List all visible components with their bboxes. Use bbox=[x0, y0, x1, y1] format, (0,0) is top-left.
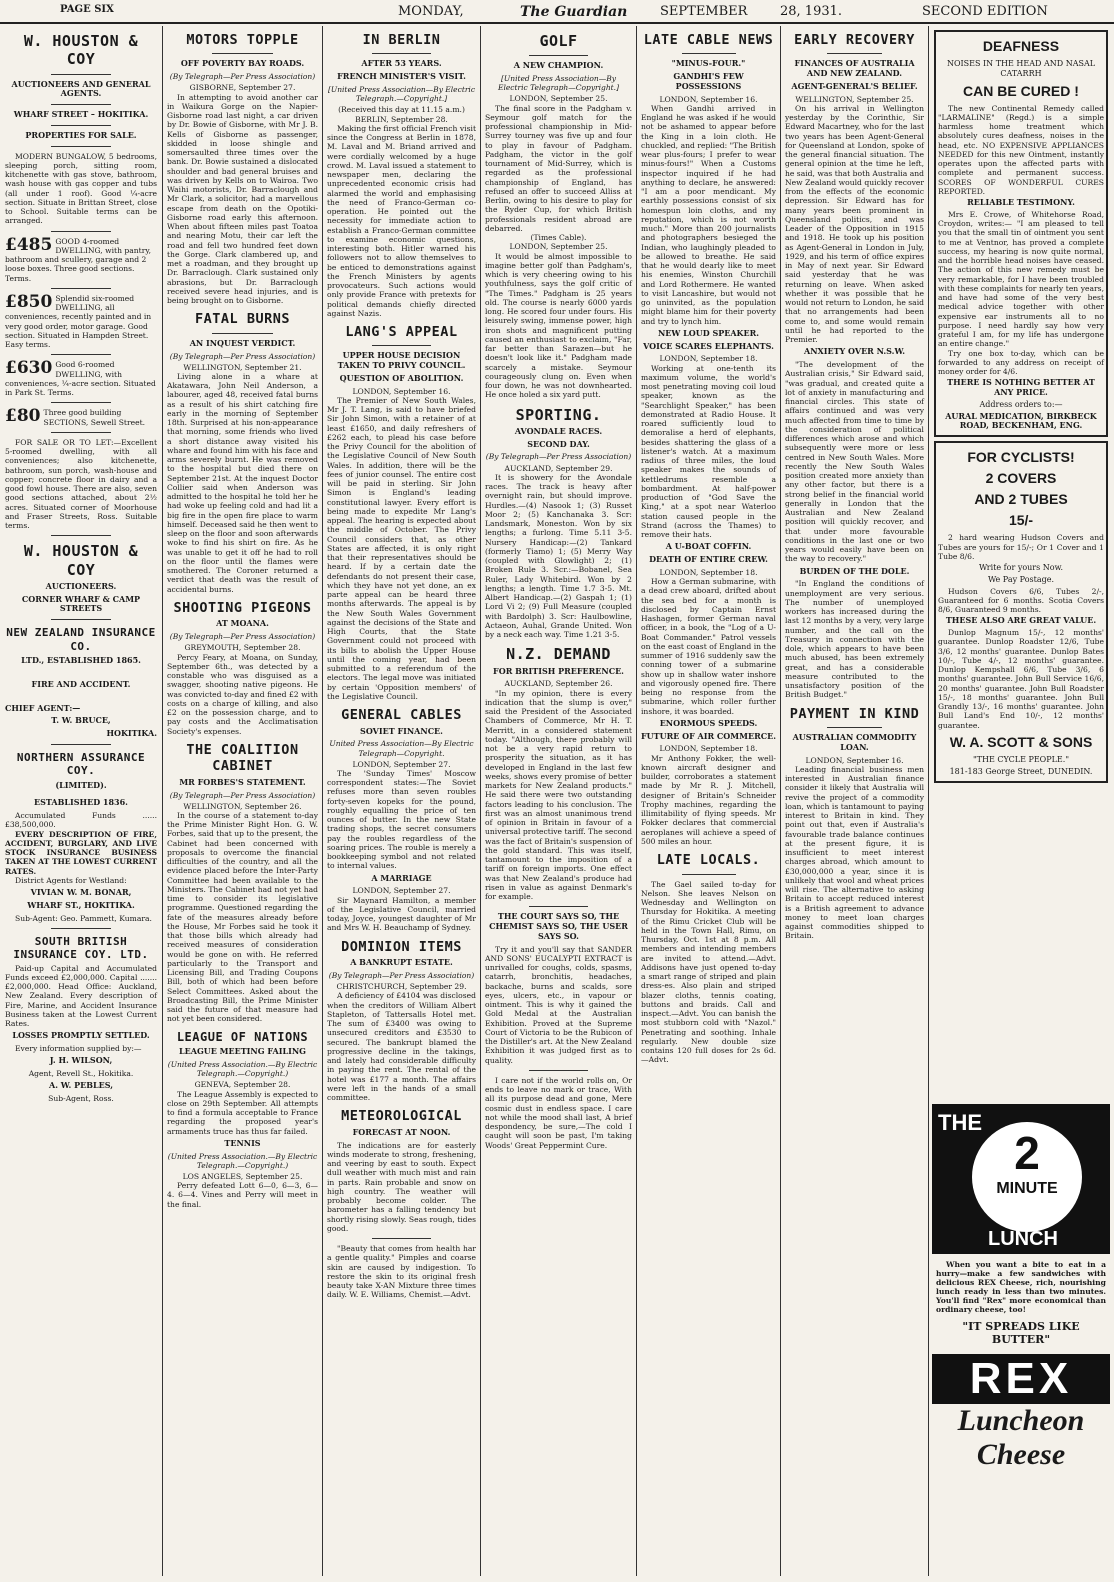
article-body: The final score in the Padgham v. Seymour golf match for the professional championship in Mid-Surrey tourney was five up and four to play in favour of Padgham. Padgham, the victor in the golf tournament of Mid-Surrey, which is regarded as the professional championship of England, has refused an offer to succeed Alliss at Berlin, owing to his desire to play for the Ryder Cup, for which British professionals resident abroad are debarred. bbox=[485, 103, 632, 233]
article-headline: TENNIS bbox=[224, 1137, 261, 1148]
article-headline: N.Z. DEMAND bbox=[506, 645, 611, 664]
article-body: Working at one-tenth its maximum volume, the world's most penetrating moving coil loud speaker, known as the "Searchlight Speaker," has been demonstrated at Radio House. It roared sufficiently loud to demoralise a herd of elephants, besides shattering the glass of a listener's watch. At a maximum radius of three miles, the loud speaker makes the sounds of kettledrums resemble a bombardment. At half-power production of "God Save the King," at a spot near Waterloo station caused people in the Strand (across the Thames) to remove their hats. bbox=[641, 363, 776, 540]
property-ad: £850 Splendid six-roomed DWELLING, all conveniences, recently painted and in very good order, motor garage. Good section. Situated in Hampden Street. Easy terms. bbox=[5, 291, 152, 350]
article-body: "The development of the Australian crisis," Sir Edward said, "was gradual, and created quite a lot of anxiety in manufacturing and financial circles. This state of affairs continued and was very much affected from time to time by the consideration of political differences which arose and which subsequently were more or less centred in New South Wales. More recently the New South Wales position created more anxiety than any other factor, but there is a strong belief in the financial world generally in London that the Australian and New Zealand position will quickly recover, and that under more favourable conditions in the last one or two years would easily have been on the way to recovery." bbox=[785, 360, 924, 564]
column-rule bbox=[162, 26, 163, 1576]
property-price: £850 bbox=[5, 291, 53, 312]
for-sale-heading: PROPERTIES FOR SALE. bbox=[25, 129, 137, 140]
insurance-name: NORTHERN ASSURANCE COY. bbox=[16, 750, 146, 778]
firm-name: W. HOUSTON & COY bbox=[23, 542, 139, 579]
article-body: In the course of a statement to-day the Prime Minister Right Hon. G. W. Forbes, said that up to the present, the Cabinet had been concerned with proposals to overcome the financial difficulties of the country, and all the evidence placed before the Inter-Party Committee had been available to the Ministers. The Cabinet had not yet had time to consider its legislative programme. Questioned regarding the fate of the measures already before the House, Mr Forbes said he took it that those bills which already had received measures of consideration would be gone on with. He referred particularly to the Transport and Licensing Bill, and Trading Coupons Bill, both of which had been before Select Committees. Asked about the Broadcasting Bill, the Prime Minister said the future of that measure had not yet been considered. bbox=[167, 810, 318, 1024]
article-headline: LATE LOCALS. bbox=[656, 852, 761, 869]
article-headline: PAYMENT IN KIND bbox=[789, 705, 920, 722]
property-ad: £485 GOOD 4-roomed DWELLING, with pantry, bathroom and scullery, garage and 2 loose boxes. Three good sections. Terms. bbox=[5, 234, 152, 283]
advertisement: "Beauty that comes from health har a gentle quality." Pimples and coarse skin are caused by indigestion. To restore the skin to its original fresh beauty take X-AN Mixture three times daily. W. E. Williams, Chemist.—Advt. bbox=[327, 1244, 476, 1300]
article-body: It is showery for the Avondale races. The track is heavy after overnight rain, but should improve. Hurdles.—(4) Nasook 1; (3) Russet Moor 2; (5) Kanchanaka 3. Scr: Landsmark, Moneston. Won by six lengths; a furlong. Time 5.11 3-5. Nursery Handicap:—(2) Tankard (formerly Tiamo) 1; (5) Merry Way (coupled with Glowlight) 2; (1) Broken Rule 3. Scr.:—Bobanel, Sea Ruler, Lady Whitebird. Won by 2 lengths; a length. Time 1.7 3-5. Mt. Albert Handicap.—(2) Gaspah 1; (1) Lord Vi 2; (9) Full Measure (coupled with Bardolph) 3. Scr: Haulbowline, Actaeon, Auhal, Grande United. Won by a neck each way. Time 1.21 3-5. bbox=[485, 472, 632, 640]
rex-logo: REX bbox=[932, 1354, 1110, 1404]
article-headline: LANG'S APPEAL bbox=[345, 324, 458, 340]
article-headline: EARLY RECOVERY bbox=[794, 32, 915, 48]
column-news-2: MOTORS TOPPLE OFF POVERTY BAY ROADS. (By Telegraph—Per Press Association) GISBORNE, September 27. In attempting to avoid another car in Waikura Gorge on the Napier-Gisborne road last night, a car driven by Dr. Bowie of Gisborne, with Mr J. B. Kells of Gisborne as passenger, skidded in loose shingle and somersaulted three times over the bank. Dr. Bowie sustained a dislocated shoulder and bad general bruises and was driven by Kells on to Wairoa. Two Waihi motorists, Dr. Barraclough and Mr Clark, a solicitor, had a marvellous escape from death on the Opotiki-Gisborne road early this afternoon. When about fifteen miles past Toatoa and nearing Motu, their car left the road and fell two hundred feet down the Gorge. Clark clambered up, and met a roadman, and they brought up Dr. Barraclough. Clark sustained only abrasions, but Dr. Barraclough received severe head injuries, and is being brought on to Gisborne. FATAL BURNS AN INQUEST VERDICT. (By Telegraph—Per Press Association) WELLINGTON, September 21. Living alone in a whare at Akatawara, John Neil Anderson, a labourer, aged 48, received fatal burns as a result of his shirt catching fire early in the morning of September 18th. Surprised at his non-appearance that morning, some friends who lived a short distance away visited his whare and found him with his face and arms severely burnt. He was removed to the hospital but died there on September 21st. At the inquest Doctor Collier said when Anderson was admitted to the hospital he told her he had woke up feeling cold and had lit a big fire in the open fire place to warm himself. Deceased said he then went to sleep on the floor and soon afterwards woke to find his shirt on fire. As he was unable to get it off he had to roll on the floor until the flames were smothered. The Coroner returned a verdict that death was the result of accidental burns. SHOOTING PIGEONS AT MOANA. (By Telegraph—Per Press Association) GREYMOUTH, September 28. Percy Feary, at Moana, on Sunday, September 6th., was detected by a constable who was disguised as a swagger, shooting native pigeons. He was convicted to-day and fined £2 with costs on a charge of killing, and also £2 on the possession charge, and to pay costs and the Acclimatisation Society's expenses. THE COALITION CABINET MR FORBES'S STATEMENT. (By Telegraph—Per Press Association) WELLINGTON, September 26. In the course of a statement to-day the Prime Minister Right Hon. G. W. Forbes, said that up to the present, the Cabinet had been concerned with proposals to overcome the financial difficulties of the country, and all the evidence placed before the Inter-Party Committee had been available to the Ministers. The Cabinet had not yet had time to consider its legislative programme. Questioned regarding the fate of the measures already before the House, Mr Forbes said he took it that those bills which already had received measures of consideration would be gone on with. He referred particularly to the Transport and Licensing Bill, and Trading Coupons Bill, both of which had been before Select Committees. Asked about the Broadcasting Bill, the Prime Minister said the future of that measure had not yet been considered. LEAGUE OF NATIONS LEAGUE MEETING FAILING (United Press Association.—By Electric Telegraph.—Copyright.) GENEVA, September 28. The League Assembly is expected to close on 29th September. All attempts to find a formula acceptable to France regarding the proposed year's armaments truce has thus far failed. TENNIS (United Press Association.—By Electric Telegraph.—Copyright.) LOS ANGELES, September 25. Perry defeated Lott 6—0, 6—3, 6—4. 6—4. Vines and Perry will meet in the final. bbox=[167, 32, 318, 1209]
article-body: The 'Sunday Times' Moscow correspondent states:—The Soviet refuses more than seven roubles forty-seven kopeks for the pound, roughly equalling the price of ten ounces of butter. In the new State trading shops, the secret consumers pay the roubles regardless of the soaring prices. The rouble is merely a bookkeeping symbol and not related to internal values. bbox=[327, 768, 476, 871]
article-body: When Gandhi arrived in England he was asked if he would not be ashamed to appear before the King in a loin cloth. He chuckled, and replied: "The British wear plus-fours; I prefer to wear minus-fours!" When a Customs inspector inquired if he had anything to declare, he answered: "I am a poor mendicant. My earthly possessions consist of six homespun loin cloths, and my reputation, which is not worth much." More than 200 journalists and photographers besieged the Indian, who laughingly pleaded to be allowed to breathe. He said that he would dearly like to meet his enemies, Winston Churchill and Lord Rothermere. He wanted to visit Lancashire, but would not go uninvited, as the population might blame him for their poverty and try to lynch him. bbox=[641, 103, 776, 326]
column-rule bbox=[636, 26, 637, 1576]
property-price: £485 bbox=[5, 234, 53, 255]
day: MONDAY, bbox=[398, 4, 464, 19]
column-news-3: IN BERLIN AFTER 53 YEARS. FRENCH MINISTER'S VISIT. [United Press Association—By Electric Telegraph.—Copyright.] (Received this day at 11.15 a.m.) BERLIN, September 28. Making the first official French visit since the Congress at Berlin in 1878, M. Laval and M. Briand arrived and were cordially welcomed by a huge crowd. M. Laval issued a statement to newspaper men, declaring the unprecedented economic crisis had alarmed the world and emphasising the need of Franco-German co-operation. He pointed out the necessity for immediate action to establish a Franco-German committee to examine economic questions, interesting both. Hitler warned his followers not to allow themselves to be enticed to demonstrations against the French Ministers by agents provocateurs. Such actions would only provide France with pretexts for political demands chiefly directed against Nazis. LANG'S APPEAL UPPER HOUSE DECISION TAKEN TO PRIVY COUNCIL. QUESTION OF ABOLITION. LONDON, September 16. The Premier of New South Wales, Mr J. T. Lang, is said to have briefed Sir John Simon, with a retainer of at least £1650, and daily refreshers of £262 each, to plead his case before the Privy Council for the abolition of the Legislative Council of New South Wales. In addition, there will be the fees of junior counsel. The entire cost will be paid in sterling. Sir John Simon is England's leading constitutional lawyer. Every effort is being made to expedite Mr Lang's appeal. The hearing is expected about the middle of October. The Privy Council considers that, as other States are affected, it is only right that their representatives should be heard. If by a certain date the defendants do not present their case, which they have not yet done, an ex parte appeal can be heard three months afterwards. The appeal is by the New South Wales Government against the decisions of the State and High Courts, that the State Government could not proceed with its bills to abolish the Upper House until the coming year, had been submitted to a referendum of the electors. The legal move was initiated by certain 'Opposition members' of the Legislative Council. GENERAL CABLES SOVIET FINANCE. United Press Association—By Electric Telegraph—Copyright. LONDON, September 27. The 'Sunday Times' Moscow correspondent states:—The Soviet refuses more than seven roubles forty-seven kopeks for the pound, roughly equalling the price of ten ounces of butter. In the new State trading shops, the secret consumers pay the roubles regardless of the soaring prices. The rouble is merely a bookkeeping symbol and not related to internal values. A MARRIAGE LONDON, September 27. Sir Maynard Hamilton, a member of the Legislative Council, married today, Joyce, youngest daughter of Mr and Mrs W. H. Beauchamp of Sydney. DOMINION ITEMS A BANKRUPT ESTATE. (By Telegraph—Per Press Association) CHRISTCHURCH, September 29. A deficiency of £4104 was disclosed when the creditors of William Albert Stapleton, of Tattersalls Hotel met. The sum of £3400 was owing to unsecured creditors and £3530 to secured. The bankrupt blamed the progressive decline in the takings, and lately had considerable difficulty in paying the rent. The rental of the hotel was £177 a month. The affairs were left in the hands of a small committee. METEOROLOGICAL FORECAST AT NOON. The indications are for easterly winds moderate to strong, freshening, and veering by east to south. Expect dull weather with much mist and rain in parts. Rain probable and snow on high country. The weather will probably become colder. The barometer has a falling tendency but shortly rising slowly. Seas rough, tides good. "Beauty that comes from health har a gentle quality." Pimples and coarse skin are caused by indigestion. To restore the skin to its original fresh beauty take X-AN Mixture three times daily. W. E. Williams, Chemist.—Advt. bbox=[327, 32, 476, 1300]
advertisement-heading: THE COURT SAYS SO, THE CHEMIST SAYS SO, THE USER SAYS SO. bbox=[489, 911, 628, 941]
article-headline: LEAGUE OF NATIONS bbox=[176, 1029, 309, 1044]
clock-icon: 2 MINUTE bbox=[972, 1122, 1082, 1232]
article-body: How a German submarine, with a dead crew aboard, drifted about the sea bed for a month is disclosed by Captain Ernst Hashagen, former German naval officer, in a book, the "Log of a U-Boat Commander." Patrol vessels on the east coast of England in the summer of 1916 suddenly saw the conning tower of a submarine show up in shallow water inshore and vigorously opened fire. There being no response from the submarine, which roller further inshore, it was boarded. bbox=[641, 577, 776, 716]
article-headline: THE COALITION CABINET bbox=[186, 741, 299, 775]
column-classifieds: W. HOUSTON & COY AUCTIONEERS AND GENERAL AGENTS. WHARF STREET – HOKITIKA. PROPERTIES FOR SALE. MODERN BUNGALOW, 5 bedrooms, sleeping porch, sitting room, kitchenette with gas stove, bathroom, wash house with gas copper and tubs (all under 1 roof). Good ¼-acre section. Situate in Brittan Street, close to School. Suitable terms can be arranged. £485 GOOD 4-roomed DWELLING, with pantry, bathroom and scullery, garage and 2 loose boxes. Three good sections. Terms. £850 Splendid six-roomed DWELLING, all conveniences, recently painted and in very good order, motor garage. Good section. Situated in Hampden Street. Easy terms. £630 Good 6-roomed DWELLING, with conveniences, ¼-acre section. Situated in Park St. Terms. £80 Three good building SECTIONS, Sewell Street. FOR SALE OR TO LET:—Excellent 5-roomed dwelling, with all conveniences; also kitchenette, bathroom, sun porch, wash-house and copper; concrete floor in dairy and a good fowl house. There are also, seven good sections attached, about 2½ acres. Situated corner of Moorhouse and Fraser Streets, Ross. Suitable terms. W. HOUSTON & COY AUCTIONEERS. CORNER WHARF & CAMP STREETS NEW ZEALAND INSURANCE CO. LTD., ESTABLISHED 1865. FIRE AND ACCIDENT. CHIEF AGENT:— T. W. BRUCE, HOKITIKA. NORTHERN ASSURANCE COY. (LIMITED). ESTABLISHED 1836. Accumulated Funds ...... £38,500,000. EVERY DESCRIPTION OF FIRE, ACCIDENT, BURGLARY, AND LIVE STOCK INSURANCE BUSINESS TAKEN AT THE LOWEST CURRENT RATES. District Agents for Westland: VIVIAN W. M. BONAR, WHARF ST., HOKITIKA. Sub-Agent: Geo. Pammett, Kumara. SOUTH BRITISH INSURANCE COY. LTD. Paid-up Capital and Accumulated Funds exceed £2,000,000. Capital ....... £2,000,000. Head Office: Auckland, New Zealand. Every description of Fire, Marine, and Accident Insurance Business taken at the Lowest Current Rates. LOSSES PROMPTLY SETTLED. Every information supplied by:— J. H. WILSON, Agent, Revell St., Hokitika. A. W. PEBLES, Sub-Agent, Ross. bbox=[5, 32, 157, 1104]
article-body: Leading financial business men interested in Australian finance consider it likely that Australia will revive the project of a commodity loan, which is tantamount to paying interest to Britain in kind. They point out that, even if Australia's favourable trade balance continues at the present figure, it is insufficient to meet interest charges abroad, which amount to £30,000,000 a year, since it is unlikely that wool and wheat prices will rise. The alternative to asking Britain to accept reduced interest is a British agreement to advance money to meet loan charges against commodities shipped to Britain. bbox=[785, 764, 924, 941]
article-headline: SHOOTING PIGEONS bbox=[173, 599, 312, 616]
article-body: "In England the conditions of unemployment are very serious. The number of unemployed workers has increased during the last 12 months by a very, very large number, and the call on the Treasury in connection with the dole, which appears to have been much abused, has been extremely great, and has a considerable measure contributed to the unsatisfactory position of the British Budget." bbox=[785, 579, 924, 700]
article-body: The Gael sailed to-day for Nelson. She leaves Nelson on Wednesday and Wellington on Thursday for Hokitika. A meeting of the Rimu Cricket Club will be held in the Town Hall, Rimu, on Thursday, Oct. 1st at 8 p.m. All members and intending members are invited to attend.—Advt. Addisons have just opened to-day a smart range of striped and plain dress-es. Also plain and striped blazer cloths, tennis coating, buttons and braids. Call and inspect.—Advt. You can banish the most stubborn cold with "Nazol." Penetrating and soothing. Inhale regularly. New double size contains 120 full doses for 2s 6d.—Advt. bbox=[641, 879, 776, 1065]
insurance-name: NEW ZEALAND INSURANCE CO. bbox=[6, 626, 156, 653]
property-ad: FOR SALE OR TO LET:—Excellent 5-roomed dwelling, with all conveniences; also kitchenette, bathroom, sun porch, wash-house and copper; concrete floor in dairy and a good fowl house. There are also, seven good sections attached, about 2½ acres. Situated corner of Moorhouse and Fraser Streets, Ross. Suitable terms. bbox=[5, 437, 157, 531]
advertisement: I care not if the world rolls on, Or ends to leave no mark or trace, With all its purpose dead and gone, Mere cosmic dust in endless space. I care not while the mood shall last, A brief despondency, be sure,—The cold I caught will soon be past, I'm taking Woods' Great Peppermint Cure. bbox=[485, 1075, 632, 1150]
insurance-name: SOUTH BRITISH INSURANCE COY. LTD. bbox=[13, 934, 149, 962]
article-body: In attempting to avoid another car in Waikura Gorge on the Napier-Gisborne road last night, a car driven by Dr. Bowie of Gisborne, with Mr J. B. Kells of Gisborne as passenger, skidded in loose shingle and somersaulted three times over the bank. Dr. Bowie sustained a dislocated shoulder and bad general bruises and was driven by Kells on to Wairoa. Two Waihi motorists, Dr. Barraclough and Mr Clark, a solicitor, had a marvellous escape from death on the Opotiki-Gisborne road early this afternoon. When about fifteen miles past Toatoa and nearing Motu, their car left the road and fell two hundred feet down the Gorge. Clark clambered up, and met a roadman, and they brought up Dr. Barraclough. Clark sustained only abrasions, but Dr. Barraclough received severe head injuries, and is being brought on to Gisborne. bbox=[167, 92, 318, 306]
article-body: Percy Feary, at Moana, on Sunday, September 6th., was detected by a constable who was disguised as a swagger, shooting native pigeons. He was convicted to-day and fined £2 with costs on a charge of killing, and also £2 on the possession charge, and to pay costs and the Acclimatisation Society's expenses. bbox=[167, 652, 318, 736]
firm-role: AUCTIONEERS AND GENERAL AGENTS. bbox=[11, 78, 151, 99]
column-news-5: LATE CABLE NEWS "MINUS-FOUR." GANDHI'S FEW POSSESSIONS LONDON, September 16. When Gandhi arrived in England he was asked if he would not be ashamed to appear before the King in a loin cloth. He chuckled, and replied: "The British wear plus-fours; I prefer to wear minus-fours!" When a Customs inspector inquired if he had anything to declare, he answered: "I am a poor mendicant. My earthly possessions consist of six homespun loin cloths, and my reputation, which is not worth much." More than 200 journalists and photographers besieged the Indian, who laughingly pleaded to be allowed to breathe. He said that he would dearly like to meet his enemies, Winston Churchill and Lord Rothermere. He wanted to visit Lancashire, but would not go uninvited, as the population might blame him for their poverty and try to lynch him. NEW LOUD SPEAKER. VOICE SCARES ELEPHANTS. LONDON, September 18. Working at one-tenth its maximum volume, the world's most penetrating moving coil loud speaker, known as the "Searchlight Speaker," has been demonstrated at Radio House. It roared sufficiently loud to demoralise a herd of elephants, besides shattering the glass of a listener's watch. At a maximum radius of three miles, the loud speaker makes the sounds of kettledrums resemble a bombardment. At half-power production of "God Save the King," at a spot near Waterloo station caused people in the Strand (across the Thames) to remove their hats. A U-BOAT COFFIN. DEATH OF ENTIRE CREW. LONDON, September 18. How a German submarine, with a dead crew aboard, drifted about the sea bed for a month is disclosed by Captain Ernst Hashagen, former German naval officer, in a book, the "Log of a U-Boat Commander." Patrol vessels on the east coast of England in the summer of 1916 suddenly saw the conning tower of a submarine show up in shallow water inshore and vigorously opened fire. There being no response from the submarine, which roller further inshore, it was boarded. ENORMOUS SPEEDS. FUTURE OF AIR COMMERCE. LONDON, September 18. Mr Anthony Fokker, the well-known aircraft designer and builder, corroborates a statement made by Mr R. J. Mitchell, designer of Britain's Schneider Trophy machines, regarding the illimitability of flying speeds. Mr Fokker declares that commercial aeroplanes will achieve a speed of 500 miles an hour. LATE LOCALS. The Gael sailed to-day for Nelson. She leaves Nelson on Wednesday and Wellington on Thursday for Hokitika. A meeting of the Rimu Cricket Club will be held in the Town Hall, Rimu, on Thursday, Oct. 1st at 8 p.m. All members and intending members are invited to attend.—Advt. Addisons have just opened to-day a smart range of striped and plain dress-es. Also plain and striped blazer cloths, tennis coating, buttons and braids. Call and inspect.—Advt. You can banish the most stubborn cold with "Nazol." Penetrating and soothing. Inhale regularly. New double size contains 120 full doses for 2s 6d.—Advt. bbox=[641, 32, 776, 1065]
column-news-6: EARLY RECOVERY FINANCES OF AUSTRALIA AND NEW ZEALAND. AGENT-GENERAL'S BELIEF. WELLINGTON, September 25. On his arrival in Wellington yesterday by the Corinthic, Sir Edward Macartney, who for the last two years has been Agent-General for Queensland at London, spoke of the general financial situation. The general opinion at the time he left, he said, was that both Australia and New Zealand would quickly recover from the effects of the economic depression. Sir Edward has for many years been prominent in Queensland politics, and was Leader of the Opposition in 1915 and 1918. He took up his position as Agent-General in London in July, 1929, and his term of office expires in May of next year. Sir Edward said yesterday that he was returning on leave. When asked whether it was possible that he would not return to London, he said that no arrangements had been come to, and some would remain until he had reported to the Premier. ANXIETY OVER N.S.W. "The development of the Australian crisis," Sir Edward said, "was gradual, and created quite a lot of anxiety in manufacturing and financial circles. This state of affairs continued and was very much affected from time to time by the consideration of political differences which arose and which subsequently were more or less centred in New South Wales. More recently the New South Wales position created more anxiety than any other factor, but there is a strong belief in the financial world generally in London that the Australian and New Zealand position will quickly recover, and that under more favourable conditions in the last one or two years would easily have been on the way to recovery." BURDEN OF THE DOLE. "In England the conditions of unemployment are very serious. The number of unemployed workers has increased during the last 12 months by a very, very large number, and the call on the Treasury in connection with the dole, which appears to have been much abused, has been extremely great, and has a considerable measure contributed to the unsatisfactory position of the British Budget." PAYMENT IN KIND AUSTRALIAN COMMODITY LOAN. LONDON, September 16. Leading financial business men interested in Australian finance consider it likely that Australia will revive the project of a commodity loan, which is tantamount to paying interest to Britain in kind. They point out that, even if Australia's favourable trade balance continues at the present figure, it is insufficient to meet interest charges abroad, which amount to £30,000,000 a year, since it is unlikely that wool and wheat prices will rise. The alternative to asking Britain to accept reduced interest is a British agreement to advance money to meet loan charges against commodities shipped to Britain. bbox=[785, 32, 924, 941]
article-body: Making the first official French visit since the Congress at Berlin in 1878, M. Laval and M. Briand arrived and were cordially welcomed by a huge crowd. M. Laval issued a statement to newspaper men, declaring the unprecedented economic crisis had alarmed the world and emphasising the need of Franco-German co-operation. He pointed out the necessity for immediate action to establish a Franco-German committee to examine economic questions, interesting both. Hitler warned his followers not to allow themselves to be enticed to demonstrations against the French Ministers by agents provocateurs. Such actions would only provide France with pretexts for political demands chiefly directed against Nazis. bbox=[327, 123, 476, 318]
edition: SECOND EDITION bbox=[922, 4, 1048, 19]
article-body: "In my opinion, there is every indication that the slump is over," said the President of the Associated Chambers of Commerce, Mr H. T. Merritt, in a considered statement today. "Although, there probably will not be a very rapid return to prosperity the situation, as it has developed in England in the last few weeks, shows every promise of better markets for New Zealand products." He said there were two outstanding factors leading to his conclusion. The first was an almost unanimous trend of opinion in Britain in favour of a universal protective tariff. The second was the fact of Britain's suspension of the gold standard. This was itself, tantamount to the imposition of a tariff on foreign imports. One effect was that New Zealand's produce had risen in value as against Denmark's for example. bbox=[485, 688, 632, 902]
article-body: Perry defeated Lott 6—0, 6—3, 6—4. 6—4. Vines and Perry will meet in the final. bbox=[167, 1181, 318, 1209]
article-headline: GENERAL CABLES bbox=[341, 707, 462, 724]
month: SEPTEMBER bbox=[660, 4, 748, 19]
article-body: Mr Anthony Fokker, the well-known aircraft designer and builder, corroborates a statement made by Mr R. J. Mitchell, designer of Britain's Schneider Trophy machines, regarding the illimitability of flying speeds. Mr Fokker declares that commercial aeroplanes will achieve a speed of 500 miles an hour. bbox=[641, 753, 776, 846]
property-price: £80 bbox=[5, 406, 41, 427]
property-ad: £630 Good 6-roomed DWELLING, with conveniences, ¼-acre section. Situated in Park St. Terms. bbox=[5, 358, 156, 398]
article-headline: GOLF bbox=[539, 32, 578, 50]
property-price: £630 bbox=[5, 358, 53, 379]
paper-title: The Guardian bbox=[520, 4, 628, 20]
article-headline: DOMINION ITEMS bbox=[341, 938, 462, 955]
column-rule bbox=[928, 26, 929, 1576]
two-minute-lunch-banner: THE 2 MINUTE LUNCH bbox=[932, 1104, 1110, 1254]
article-body: The League Assembly is expected to close on 29th September. All attempts to find a formula acceptable to France regarding the proposed year's armaments truce has thus far failed. bbox=[167, 1089, 318, 1136]
article-headline: IN BERLIN bbox=[362, 32, 441, 48]
cyclists-ad: FOR CYCLISTS! 2 COVERS AND 2 TUBES 15/- 2 hard wearing Hudson Covers and Tubes are yours for 15/-; Or 1 Cover and 1 Tube 8/6. Write for yours Now. We Pay Postage. Hudson Covers 6/6, Tubes 2/-, Guaranteed for 6 months. Scotia Covers 8/6, Guaranteed 9 months. THESE ALSO ARE GREAT VALUE. Dunlop Magnum 15/-, 12 months' guarantee. Dunlop Roadster 12/6, Tube 3/6, 12 months' guarantee. Dunlop Bates 10/-, Tube 4/-, 12 months' guarantee. Dunlop Kempshall 6/6, Tube 3/6, 6 months' guarantee. John Bull Service 16/6, 20 months' guarantee. John Bull Roadster 15/-, 18 months' guarantee. John Bull Grandly 13/-, 16 months' guarantee. John Bull Land's End 10/-, 12 months' guarantee. W. A. SCOTT & SONS "THE CYCLE PEOPLE." 181-183 George Street, DUNEDIN. bbox=[934, 441, 1108, 782]
column-rule bbox=[322, 26, 323, 1576]
article-body: The Premier of New South Wales, Mr J. T. Lang, is said to have briefed Sir John Simon, with a retainer of at least £1650, and daily refreshers of £262 each, to plead his case before the Privy Council for the abolition of the Legislative Council of New South Wales. In addition, there will be the fees of junior counsel. The entire cost will be paid in sterling. Sir John Simon is England's leading constitutional lawyer. Every effort is being made to expedite Mr Lang's appeal. The hearing is expected about the middle of October. The Privy Council considers that, as other States are affected, it is only right that their representatives should be heard. If by a certain date the defendants do not present their case, which they have not yet done, an ex parte appeal can be heard three months afterwards. The appeal is by the New South Wales Government against the decisions of the State and High Courts, that the State Government could not proceed with its bills to abolish the Upper House until the coming year, had been submitted to a referendum of the electors. The legal move was initiated by certain 'Opposition members' of the Legislative Council. bbox=[327, 395, 476, 701]
property-ad: £80 Three good building SECTIONS, Sewell Street. bbox=[5, 406, 146, 427]
article-body: The indications are for easterly winds moderate to strong, freshening, and veering by east to south. Expect dull weather with much mist and rain in parts. Rain probable and snow on high country. The weather will probably become colder. The barometer has a falling tendency but shortly rising slowly. Seas rough, tides good. bbox=[327, 1140, 476, 1233]
article-body: A deficiency of £4104 was disclosed when the creditors of William Albert Stapleton, of Tattersalls Hotel met. The sum of £3400 was owing to unsecured creditors and £3530 to secured. The bankrupt blamed the progressive decline in the takings, and lately had considerable difficulty in paying the rent. The rental of the hotel was £177 a month. The affairs were left in the hands of a small committee. bbox=[327, 991, 476, 1103]
column-rule bbox=[480, 26, 481, 1576]
article-headline: MOTORS TOPPLE bbox=[186, 32, 299, 48]
article-body: It would be almost impossible to imagine better golf than Padgham's, which is very cheering owing to his youthfulness, says the golf critic of "The Times." Padgham is 25 years old. The course is nearly 6000 yards long. He scored four under fours. His leisurely swing, immense power, high iron shots and magnificent putting caused an enthusiast to exclaim, "Far, far better than Sarazen—but he doesn't look like it." Padgham made scarcely a mistake. Seymour courageously clung on. Even when four down, he was not downhearted. He once holed a six yard putt. bbox=[485, 251, 632, 400]
article-headline: LATE CABLE NEWS bbox=[643, 32, 774, 48]
column-news-4: GOLF A NEW CHAMPION. [United Press Association—By Electric Telegraph—Copyright.] LONDON, September 25. The final score in the Padgham v. Seymour golf match for the professional championship in Mid-Surrey tourney was five up and four to play in favour of Padgham. Padgham, the victor in the golf tournament of Mid-Surrey, which is regarded as the professional championship of England, has refused an offer to succeed Alliss at Berlin, owing to his desire to play for the Ryder Cup, for which British professionals resident abroad are debarred. (Times Cable). LONDON, September 25. It would be almost impossible to imagine better golf than Padgham's, which is very cheering owing to his youthfulness, says the golf critic of "The Times." Padgham is 25 years old. The course is nearly 6000 yards long. He scored four under fours. His leisurely swing, immense power, high iron shots and magnificent putting caused an enthusiast to exclaim, "Far, far better than Sarazen—but he doesn't look like it." Padgham made scarcely a mistake. Seymour courageously clung on. Even when four down, he was not downhearted. He once holed a six yard putt. SPORTING. AVONDALE RACES. SECOND DAY. (By Telegraph—Per Press Association) AUCKLAND, September 29. It is showery for the Avondale races. The track is heavy after overnight rain, but should improve. Hurdles.—(4) Nasook 1; (3) Russet Moor 2; (5) Kanchanaka 3. Scr: Landsmark, Moneston. Won by six lengths; a furlong. Time 5.11 3-5. Nursery Handicap:—(2) Tankard (formerly Tiamo) 1; (5) Merry Way (coupled with Glowlight) 2; (1) Broken Rule 3. Scr.:—Bobanel, Sea Ruler, Lady Whitebird. Won by 2 lengths; a length. Time 1.7 3-5. Mt. Albert Handicap.—(2) Gaspah 1; (1) Lord Vi 2; (9) Full Measure (coupled with Bardolph) 3. Scr: Haulbowline, Actaeon, Auhal, Grande United. Won by a neck each way. Time 1.21 3-5. N.Z. DEMAND FOR BRITISH PREFERENCE. AUCKLAND, September 26. "In my opinion, there is every indication that the slump is over," said the President of the Associated Chambers of Commerce, Mr H. T. Merritt, in a considered statement today. "Although, there probably will not be a very rapid return to prosperity the situation, as it has developed in England in the last few weeks, shows every promise of better markets for New Zealand products." He said there were two outstanding factors leading to his conclusion. The first was an almost unanimous trend of opinion in Britain in favour of a universal protective tariff. The second was the fact of Britain's suspension of the gold standard. This was itself, tantamount to the imposition of a tariff on foreign imports. One effect was that New Zealand's produce had risen in value as against Denmark's for example. THE COURT SAYS SO, THE CHEMIST SAYS SO, THE USER SAYS SO. Try it and you'll say that SANDER AND SONS' EUCALYPTI EXTRACT is unrivalled for coughs, colds, spasms, catarrh, bronchitis, headaches, backache, burns and scalds, sore eyes, ulcers, etc., in vapour or ointment. This is why it gained the Gold Medal at the Australian Exhibition. Proved at the Supreme Court of Victoria to be the Rubicon of the Distiller's art. At the New Zealand Exhibition it was judged first as to quality. I care not if the world rolls on, Or ends to leave no mark or trace, With all its purpose dead and gone, Mere cosmic dust in endless space. I care not while the mood shall last, A brief despondency, be sure,—The cold I caught will soon be past, I'm taking Woods' Great Peppermint Cure. bbox=[485, 32, 632, 1150]
article-body: Living alone in a whare at Akatawara, John Neil Anderson, a labourer, aged 48, received fatal burns as a result of his shirt catching fire early in the morning of September 18th. Surprised at his non-appearance that morning, some friends who lived a short distance away visited his whare and found him with his face and arms severely burnt. He was removed to the hospital but died there on September 21st. At the inquest Doctor Collier said when Anderson was admitted to the hospital he told her he had woke up feeling cold and had lit a big fire in the open fire place to warm himself. Deceased said he then went to sleep on the floor and soon afterwards woke to find his shirt on fire. As he was unable to get it off he had to roll on the floor until the flames were smothered. The Coroner returned a verdict that death was the result of accidental burns. bbox=[167, 371, 318, 594]
advertisement: Try it and you'll say that SANDER AND SONS' EUCALYPTI EXTRACT is unrivalled for coughs, colds, spasms, catarrh, bronchitis, headaches, backache, burns and scalds, sore eyes, ulcers, etc., in vapour or ointment. This is why it gained the Gold Medal at the Australian Exhibition. Proved at the Supreme Court of Victoria to be the Rubicon of the Distiller's art. At the New Zealand Exhibition it was judged first as to quality. bbox=[485, 944, 632, 1065]
column-rule bbox=[780, 26, 781, 1576]
rex-cheese-ad: THE 2 MINUTE LUNCH When you want a bite to eat in a hurry—make a few sandwiches with delicious REX Cheese, rich, nourishing lunch ready in less than two minutes. You'll find "Rex" more economical than ordinary cheese, too! "IT SPREADS LIKE BUTTER" REX Luncheon Cheese bbox=[932, 1104, 1110, 1576]
date: 28, 1931. bbox=[780, 4, 843, 19]
masthead bbox=[0, 0, 1114, 24]
firm-name: W. HOUSTON & COY bbox=[23, 32, 139, 69]
article-headline: FATAL BURNS bbox=[195, 311, 290, 328]
property-ad: MODERN BUNGALOW, 5 bedrooms, sleeping porch, sitting room, kitchenette with gas stove, bathroom, wash house with gas copper and tubs (all under 1 roof). Good ¼-acre section. Situate in Brittan Street, close to School. Suitable terms can be arranged. bbox=[5, 151, 157, 226]
page-number: PAGE SIX bbox=[60, 4, 114, 15]
article-body: On his arrival in Wellington yesterday by the Corinthic, Sir Edward Macartney, who for the last two years has been Agent-General for Queensland at London, spoke of the general financial situation. The general opinion at the time he left, he said, was that both Australia and New Zealand would quickly recover from the effects of the economic depression. Sir Edward has for many years been prominent in Queensland politics, and was Leader of the Opposition in 1915 and 1918. He took up his position as Agent-General in London in July, 1929, and his term of office expires in May of next year. Sir Edward said yesterday that he was returning on leave. When asked whether it was possible that he would not return to London, he said that no arrangements had been come to, and some would remain until he had reported to the Premier. bbox=[785, 103, 924, 345]
article-headline: METEOROLOGICAL bbox=[341, 1108, 462, 1125]
firm-address: WHARF STREET – HOKITIKA. bbox=[13, 109, 149, 120]
article-body: Sir Maynard Hamilton, a member of the Legislative Council, married today, Joyce, youngest daughter of Mr and Mrs W. H. Beauchamp of Sydney. bbox=[327, 895, 476, 933]
deafness-ad: DEAFNESS NOISES IN THE HEAD AND NASAL CATARRH CAN BE CURED ! The new Continental Remedy called "LARMALINE" (Regd.) is a simple harmless home treatment which absolutely cures deafness, noises in the head, etc. NO EXPENSIVE APPLIANCES NEEDED for this new Ointment, instantly operates upon the affected parts with complete and permanent success. SCORES OF WONDERFUL CURES REPORTED. RELIABLE TESTIMONY. Mrs E. Crowe, of Whitehorse Road, Croydon, writes:— "I am pleased to tell you that the small tin of ointment you sent to me at Ventnor, has proved a complete success, my hearing is now quite normal, and the horrible head noises have ceased. The action of this new remedy must be very remarkable, for I have been troubled with these complaints for nearly ten years, and have had some of the very best medical advice together with other expensive ear instruments all to no purpose. I need hardly say how very grateful I am, for my life has undergone an entire change." Try one box to-day, which can be forwarded to any address on receipt of money order for 4/6. THERE IS NOTHING BETTER AT ANY PRICE. Address orders to:— AURAL MEDICATION, BIRKBECK ROAD, BECKENHAM, ENG. bbox=[934, 30, 1108, 437]
article-headline: SPORTING. bbox=[515, 405, 602, 424]
